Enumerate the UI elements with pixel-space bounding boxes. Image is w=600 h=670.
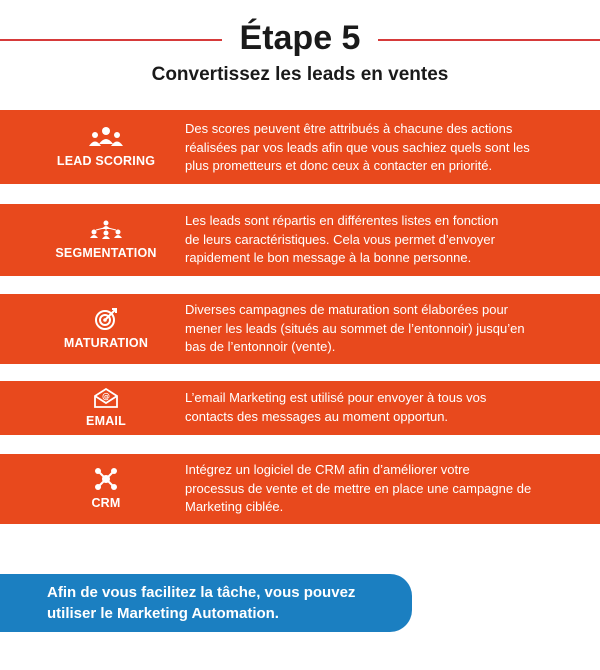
section-maturation-side xyxy=(40,294,172,364)
description-line: Des scores peuvent être attribués à chacune des actions xyxy=(185,121,513,136)
section-lead-scoring xyxy=(0,110,600,184)
description-line: Diverses campagnes de maturation sont élaborées pour xyxy=(185,302,509,317)
svg-text:@: @ xyxy=(102,392,110,401)
section-maturation xyxy=(0,294,600,364)
description-line: contacts des messages au moment opportun. xyxy=(185,408,449,424)
description-line: de leurs caractéristiques. Cela vous permet d’envoyer xyxy=(185,231,495,247)
section-email-side xyxy=(40,381,172,435)
section-label: LEAD SCORING xyxy=(56,154,156,168)
target-icon xyxy=(94,308,118,330)
marketing-automation-callout xyxy=(0,574,412,632)
description-line: bas de l’entonnoir (vente). xyxy=(185,339,336,354)
section-crm-side xyxy=(40,454,172,524)
description-line: L’email Marketing est utilisé pour envoyer à tous vos xyxy=(185,390,487,405)
section-segmentation xyxy=(0,204,600,276)
section-label: CRM xyxy=(91,496,121,510)
description-line: mener les leads (situés au sommet de l’entonnoir) jusqu’en xyxy=(185,320,525,336)
description-line: plus prometteurs et donc ceux à contacter en priorité. xyxy=(185,158,493,173)
callout-line: Afin de vous facilitez la tâche, vous pouvez xyxy=(47,584,356,601)
crm-network-icon xyxy=(94,468,118,490)
callout-text xyxy=(47,582,355,624)
description-line: réalisées par vos leads afin que vous sachiez quels sont les xyxy=(185,139,530,155)
section-label: MATURATION xyxy=(63,336,149,350)
description-line: rapidement le bon message à la bonne personne. xyxy=(185,250,472,265)
description-line: Les leads sont répartis en différentes listes en fonction xyxy=(185,213,499,228)
callout-line: utiliser le Marketing Automation. xyxy=(47,605,279,622)
user-network-icon xyxy=(89,220,123,240)
section-email xyxy=(0,381,600,435)
section-description xyxy=(185,120,570,176)
section-label: SEGMENTATION xyxy=(55,246,157,260)
email-icon xyxy=(93,388,119,408)
section-segmentation-side xyxy=(40,204,172,276)
description-line: Marketing ciblée. xyxy=(185,499,284,514)
users-group-icon xyxy=(89,126,123,148)
section-label: EMAIL xyxy=(86,414,126,428)
section-lead-scoring-side xyxy=(40,110,172,184)
section-description xyxy=(185,301,570,357)
section-description xyxy=(185,389,570,426)
description-line: Intégrez un logiciel de CRM afin d’améliorer votre xyxy=(185,462,470,477)
section-description xyxy=(185,212,570,268)
description-line: processus de vente et de mettre en place une campagne de xyxy=(185,480,532,496)
page-title: Étape 5 xyxy=(239,19,361,57)
section-crm xyxy=(0,454,600,524)
section-description xyxy=(185,461,570,517)
page-subtitle: Convertissez les leads en ventes xyxy=(151,64,449,85)
